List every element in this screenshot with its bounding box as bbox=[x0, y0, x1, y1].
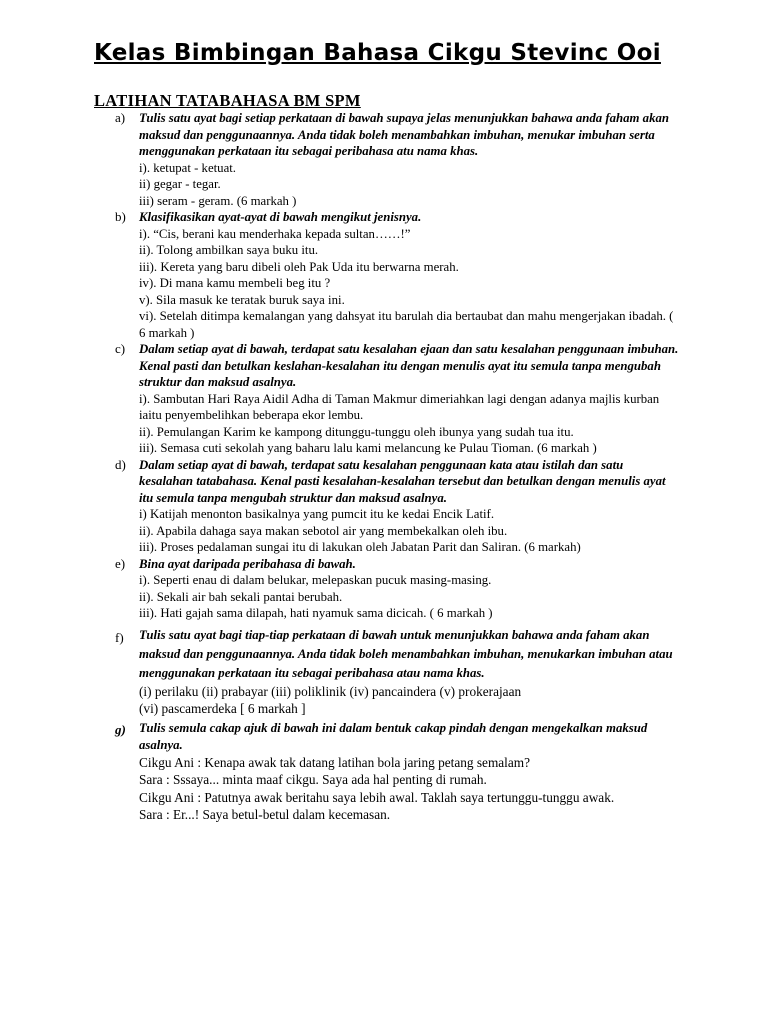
question-instruction: Bina ayat daripada peribahasa di bawah. bbox=[139, 556, 356, 571]
question-instruction: Klasifikasikan ayat-ayat di bawah mengikut jenisnya. bbox=[139, 210, 422, 224]
question-label: f) bbox=[115, 629, 124, 645]
question-item: ii). Pemulangan Karim ke kampong ditunggu-tunggu oleh ibunya yang sudah tua itu. bbox=[139, 424, 574, 439]
question-item: iv). Di mana kamu membeli beg itu ? bbox=[139, 276, 331, 290]
question-item: i). Sambutan Hari Raya Aidil Adha di Taman Makmur dimeriahkan lagi dengan adanya majlis kurban iaitu penyembelihkan beberapa ekor lembu. bbox=[139, 391, 660, 422]
question-label: b) bbox=[115, 209, 126, 224]
question-f bbox=[0, 626, 768, 718]
dialogue-line: Cikgu Ani : Kenapa awak tak datang latihan bola jaring petang semalam? bbox=[139, 754, 531, 770]
question-item: iii). Semasa cuti sekolah yang baharu lalu kami melancung ke Pulau Tioman. (6 markah ) bbox=[139, 441, 597, 455]
question-instruction: Tulis semula cakap ajuk di bawah ini dalam bentuk cakap pindah dengan mengekalkan maksud asalnya. bbox=[139, 720, 648, 752]
question-label: a) bbox=[115, 110, 126, 125]
question-item: iii). Hati gajah sama dilapah, hati nyamuk sama dicicah. ( 6 markah ) bbox=[139, 606, 493, 620]
question-item: ii). Apabila dahaga saya makan sebotol air yang membekalkan oleh ibu. bbox=[139, 523, 508, 538]
question-a bbox=[0, 110, 768, 209]
question-item: ii) gegar - tegar. bbox=[139, 177, 221, 191]
question-list bbox=[0, 110, 768, 824]
question-item: ii). Sekali air bah sekali pantai berubah. bbox=[139, 589, 343, 604]
question-label: e) bbox=[115, 555, 126, 571]
question-label: c) bbox=[115, 341, 126, 356]
question-label: g) bbox=[115, 721, 126, 737]
question-g bbox=[0, 720, 768, 824]
question-item: i) Katijah menonton basikalnya yang pumcit itu ke kedai Encik Latif. bbox=[139, 507, 495, 521]
dialogue-line: Cikgu Ani : Patutnya awak beritahu saya lebih awal. Taklah saya tertunggu-tunggu awak. bbox=[139, 789, 615, 805]
question-e bbox=[0, 556, 768, 622]
question-label: d) bbox=[115, 456, 126, 472]
question-instruction: Dalam setiap ayat di bawah, terdapat satu kesalahan penggunaan kata atau istilah dan satu kesalahan tatabahasa. Kenal pasti kesalahan-kesalahan tersebut dan betulkan dengan menulis ayat itu semula tanpa mengubah struktur dan maksud asalnya. bbox=[139, 457, 666, 505]
question-item: (vi) pascamerdeka [ 6 markah ] bbox=[139, 701, 306, 716]
question-item: iii). Kereta yang baru dibeli oleh Pak Uda itu berwarna merah. bbox=[139, 259, 459, 274]
question-item: i). “Cis, berani kau menderhaka kepada sultan……!” bbox=[139, 226, 411, 241]
question-item: iii) seram - geram. (6 markah ) bbox=[139, 193, 297, 208]
dialogue-line: Sara : Sssaya... minta maaf cikgu. Saya ada hal penting di rumah. bbox=[139, 772, 487, 787]
question-item: vi). Setelah ditimpa kemalangan yang dahsyat itu barulah dia bertaubat dan mahu mengerjakan ibadah. ( 6 markah ) bbox=[139, 309, 674, 340]
page-title: Kelas Bimbingan Bahasa Cikgu Stevinc Ooi bbox=[94, 40, 661, 66]
question-instruction: Tulis satu ayat bagi setiap perkataan di bawah supaya jelas menunjukkan bahawa anda faham akan maksud dan penggunaannya. Anda tidak boleh menambahkan imbuhan, menukar imbuhan serta menggunakan perkataan itu sebagai peribahasa atu nama khas. bbox=[139, 111, 669, 158]
section-title: LATIHAN TATABAHASA BM SPM bbox=[94, 91, 361, 110]
question-d bbox=[0, 457, 768, 556]
question-item: (i) perilaku (ii) prabayar (iii) poliklinik (iv) pancaindera (v) prokerajaan bbox=[139, 683, 522, 699]
question-item: ii). Tolong ambilkan saya buku itu. bbox=[139, 243, 319, 257]
question-b bbox=[0, 209, 768, 341]
question-item: iii). Proses pedalaman sungai itu di lakukan oleh Jabatan Parit dan Saliran. (6 markah) bbox=[139, 540, 581, 554]
question-instruction: Tulis satu ayat bagi tiap-tiap perkataan di bawah untuk menunjukkan bahawa anda faham akan maksud dan penggunaannya. Anda tidak boleh menambahkan imbuhan, menukarkan imbuhan atau menggunakan perkataan itu sebagai peribahasa atau nama khas. bbox=[139, 627, 673, 680]
question-instruction: Dalam setiap ayat di bawah, terdapat satu kesalahan ejaan dan satu kesalahan penggunaan imbuhan. Kenal pasti dan betulkan keslahan-kesalahan itu dengan menulis ayat itu semula tanpa mengubah struktur dan maksud asalnya. bbox=[139, 342, 679, 389]
dialogue-line: Sara : Er...! Saya betul-betul dalam kecemasan. bbox=[139, 807, 391, 822]
question-item: i). ketupat - ketuat. bbox=[139, 160, 237, 175]
question-item: i). Seperti enau di dalam belukar, melepaskan pucuk masing-masing. bbox=[139, 573, 492, 587]
question-c bbox=[0, 341, 768, 457]
question-item: v). Sila masuk ke teratak buruk saya ini. bbox=[139, 292, 345, 307]
